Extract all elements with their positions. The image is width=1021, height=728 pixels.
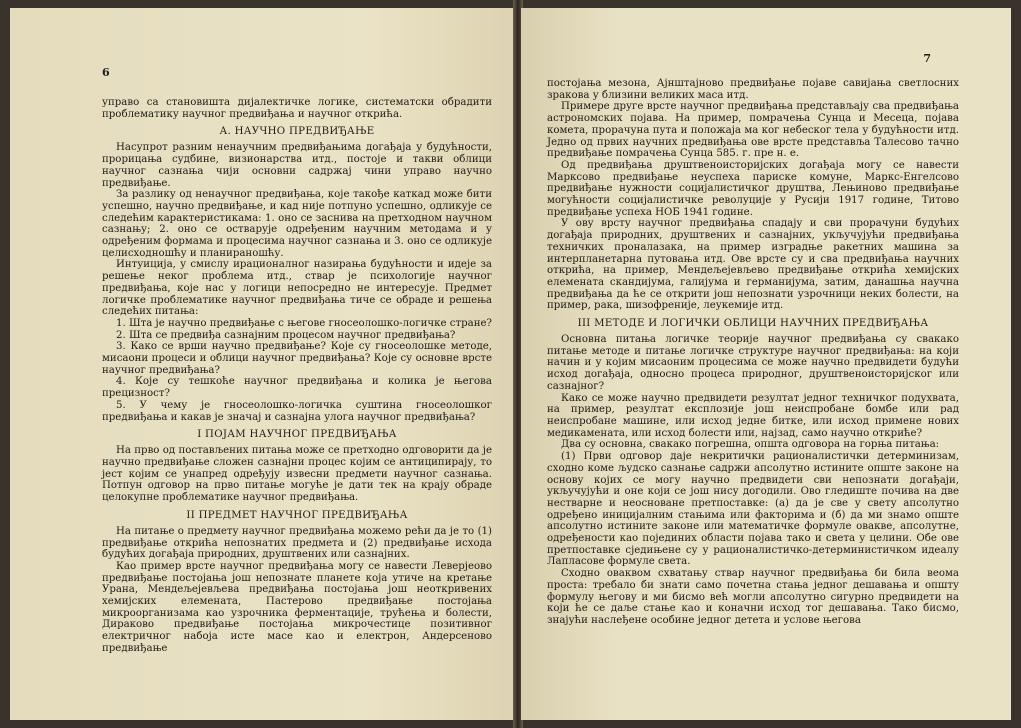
paragraph: Примере друге врсте научног предвиђања представљају сва предвиђања астрономских појава. На пример, помрачења Сунца и Месеца, појава комета, прорачуна пута и положаја ма ког небеског тела у будућности итд. Једно од првих научних предвиђања ове врсте представља Талесово тачно предвиђање помрачења Сунца 585. г. пре н. е. — [547, 101, 959, 160]
paragraph: На прво од постављених питања може се претходно одговорити да је научно предвиђање сложен сазнајни процес којим се антиципирају, то јест којим се унапред одређују извесни предмети научног сазнања. Потпун одговор на прво питање могуће је дати тек на крају обраде целокупне проблематике научног предвиђања. — [102, 445, 492, 504]
left-page-text — [102, 97, 492, 655]
paragraph: 2. Шта се предвиђа сазнајним процесом научног предвиђања? — [116, 329, 456, 341]
left-page — [10, 8, 515, 720]
paragraph: Од предвиђања друштвеноисторијских догађаја могу се навести Марксово предвиђање неуспеха париске комуне, Маркс-Енгелсово предвиђање нужности социјалистичког друштва, Лењиново предвиђање могућности социјалистичке револуције у Русији 1917 године, Титово предвиђање успеха НОБ 1941 године. — [547, 159, 959, 218]
paragraph: (1) Први одговор даје некритички рационалистички детерминизам, сходно коме људско сазнање садржи апсолутно истините опште законе на основу којих се могу научно предвидети сви непознати догађаји, укључујући и оне који се још нису догодили. Ово гледиште почива на две нестварне и неосноване претпоставке: (а) да је све у свету апсолутно одређено иницијалним стањима или факторима и (б) да ми знамо опште апсолутно истините законе или математичке формуле оваквe, апсолутне, одређености као појединих области појава тако и света у целини. Обе ове претпоставке сједињене су у рационалистичко-детерминистичком идеалу Лапласове формуле света. — [547, 451, 959, 568]
right-page-text — [547, 78, 959, 627]
paragraph: За разлику од ненаучног предвиђања, које такође каткад може бити успешно, научно предвиђање, и кад није потпуно успешно, одликује се следећим карактеристикама: 1. оно се заснива на претходном научном сазнању; 2. оно се остварује одређеним научним методама и у одређеним формама и процесима научног сазнања и 3. оно се одликује целисходношћу и планираношћу. — [102, 189, 492, 259]
section-heading: А. НАУЧНО ПРЕДВИЂАЊЕ — [219, 126, 375, 138]
paragraph: Два су основна, свакако погрешна, општа одговора на горња питања: — [561, 439, 940, 451]
paragraph: 1. Шта је научно предвиђање с његове гносеолошко-логичке стране? — [116, 317, 492, 329]
section-heading: I ПОЈАМ НАУЧНОГ ПРЕДВИЂАЊА — [197, 429, 397, 441]
paragraph: Интуиција, у смислу ирационалног назирања будућности и идеје за решење неког проблема итд., ствар је психологије научног предвиђања, које нас у логици непосредно не интересује. Предмет логичке проблематике научног предвиђања тиче се обраде и решења следећих питања: — [102, 259, 492, 318]
paragraph: На питање о предмету научног предвиђања можемо рећи да је то (1) предвиђање открића непознатих предмета и (2) предвиђање исхода будућих догађаја природних, друштвених или сазнајних. — [102, 525, 492, 561]
section-heading: II ПРЕДМЕТ НАУЧНОГ ПРЕДВИЂАЊА — [186, 509, 408, 521]
paragraph: Основна питања логичке теорије научног предвиђања су свакако питање методе и питање логичке структуре научног предвиђања: на који начин и у којим мисаоним процесима се може научно предвидети будући исход догађаја, односно процеса природног, друштвеноисторијског или сазнајног? — [547, 334, 959, 392]
paragraph: У ову врсту научног предвиђања спадају и сви прорачуни будућих догађаја природних, друштвених и сазнајних, укључујући предвиђања техничких проналазака, на пример изградње ракетних машина за интерпланетарна путовања итд. Ове врсте су и сва предвиђања научних открића, на пример, Мендељејевљево предвиђање открића хемијских елемената скандијума, галијума и германијума, затим, данашња научна предвиђања да ће се открити још непознати узрочници неких болести, на пример, рака, шизофреније, леукемије итд. — [547, 218, 959, 312]
paragraph: Као пример врсте научног предвиђања могу се навести Леверјеово предвиђање постојања још непознате планете која утиче на кретање Урана, Мендељејевљева предвиђања постојања још неоткривених хемијских елемената, Пастерово предвиђање постојања микроорганизама као узрочника ферментације, трућења и болести, Дираково предвиђање постојања микрочестице позитивног електричног набоја исте масе као и електрон, Андерсеново предвиђање — [102, 560, 492, 654]
paragraph: 5. У чему је гносеолошко-логичка суштина гносеолошког предвиђања и какав је значај и сазнајна улога научног предвиђања? — [102, 399, 492, 423]
paragraph: 3. Како се врши научно предвиђање? Које су гносеолошке методе, мисаони процеси и облици научног предвиђања? Које су основне врсте научног предвиђања? — [102, 341, 492, 376]
paragraph: Како се може научно предвидети резултат једног техничког подухвата, на пример, резултат експлозије још неиспробане бомбе или рад неиспробане машине, или исход једне битке, или исход примене нових медикамената, или исход болести или, најзад, само научно откриће? — [547, 392, 959, 439]
page-number: 7 — [923, 52, 931, 65]
right-page — [521, 8, 1011, 720]
paragraph: Сходно оваквом схватању ствар научног предвиђања би била веома проста: требало би знати само почетна стања једног дешавања и општу формулу његову и ми бисмо већ могли апсолутно сигурно предвидети на који ће се даље стање као и коначни исход тог дешавања. Тако бисмо, знајући наслеђене особине једног детета и услове његова — [547, 568, 959, 626]
paragraph: Насупрот разним ненаучним предвиђањима догађаја у будућности, прорицања судбине, визионарства итд., постоје и такви облици научног сазнања чији основни садржај чини управо научно предвиђање. — [102, 142, 492, 189]
paragraph: управо са становишта дијалектичке логике, систематски обрадити проблематику научног предвиђања и научног открића. — [102, 97, 492, 120]
paragraph: 4. Које су тешкоће научног предвиђања и колика је његова прецизност? — [102, 376, 492, 400]
paragraph: постојања мезона, Ајнштајново предвиђање појаве савијања светлосних зракова у близини великих маса итд. — [547, 78, 959, 101]
section-heading: III МЕТОДЕ И ЛОГИЧКИ ОБЛИЦИ НАУЧНИХ ПРЕДВИЂАЊА — [577, 318, 929, 330]
page-number: 6 — [102, 66, 110, 79]
